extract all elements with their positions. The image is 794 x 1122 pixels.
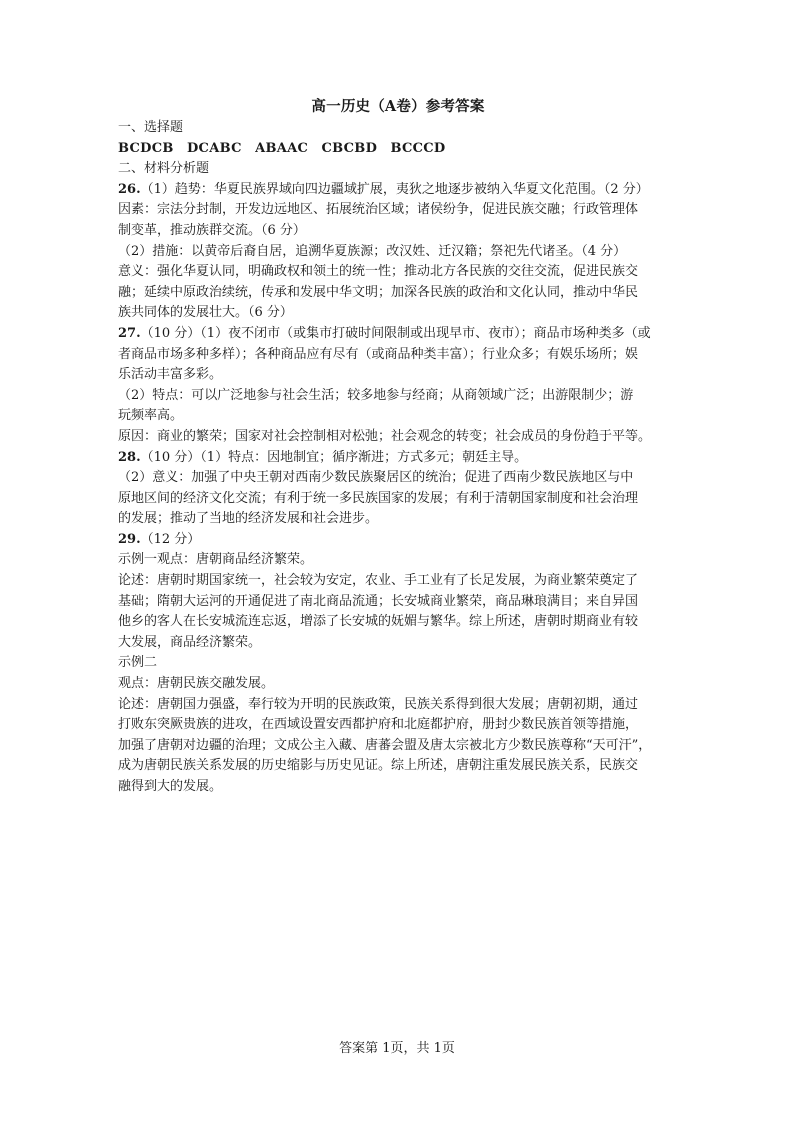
q29-example2-arg-line3: 加强了唐朝对边疆的治理；文成公主入藏、唐蕃会盟及唐太宗被北方少数民族尊称“天可汗”，	[118, 737, 652, 753]
answer-sheet	[118, 96, 678, 798]
q27-part2-line1: （2）特点：可以广泛地参与社会生活；较多地参与经商；从商领域广泛；出游限制少；游	[118, 387, 634, 403]
q29-example2-arg-line2: 打败东突厥贵族的进攻，在西域设置安西都护府和北庭都护府，册封少数民族首领等措施，	[118, 717, 639, 733]
q27-part1-text: （10 分）（1）夜不闭市（或集市打破时间限制或出现早市、夜市）；商品市场种类多（或	[140, 325, 651, 341]
q29-header	[118, 530, 678, 551]
q26-trend-text: （1）趋势：华夏民族界域向四边疆域扩展，夷狄之地逐步被纳入华夏文化范围。（2 分）	[140, 181, 649, 197]
q28-number: 28.	[118, 449, 141, 465]
q29-number: 29.	[118, 531, 141, 547]
q26-number: 26.	[118, 181, 141, 197]
q26-part1-trend	[118, 180, 678, 201]
q26-measures: （2）措施：以黄帝后裔自居，追溯华夏族源；改汉姓、迁汉籍；祭祀先代诸圣。（4 分）	[118, 243, 627, 259]
q29-example1-arg-line4: 大发展，商品经济繁荣。	[118, 634, 262, 650]
q27-number: 27.	[118, 325, 141, 341]
q29-example1-arg-line2: 基础；隋朝大运河的开通促进了南北商品流通；长安城商业繁荣，商品琳琅满目；来自异国	[118, 593, 639, 609]
q28-part2-line3: 的发展；推动了当地的经济发展和社会进步。	[118, 511, 379, 527]
q29-example1-arg-line1: 论述：唐朝时期国家统一，社会较为安定，农业、手工业有了长足发展，为商业繁荣奠定了	[118, 573, 639, 589]
q28-part1-text: （10 分）（1）特点：因地制宜；循序渐进；方式多元；朝廷主导。	[140, 449, 528, 465]
page-title: 高一历史（A卷）参考答案	[311, 98, 485, 115]
q27-reasons: 原因：商业的繁荣；国家对社会控制相对松弛；社会观念的转变；社会成员的身份趋于平等。	[118, 428, 652, 444]
q26-factors-line2: 制变革，推动族群交流。（6 分）	[118, 222, 306, 238]
choice-answers: BCDCB DCABC ABAAC CBCBD BCCCD	[118, 140, 446, 156]
q27-part1-line2: 者商品市场多种多样）；各种商品应有尽有（或商品种类丰富）；行业众多；有娱乐场所；娱	[118, 346, 639, 362]
q26-meaning-line1: 意义：强化华夏认同，明确政权和领土的统一性；推动北方各民族的交往交流，促进民族交	[118, 264, 639, 280]
q29-example2-arg-line5: 融得到大的发展。	[118, 779, 223, 794]
q26-factors-line1: 因素：宗法分封制，开发边远地区、拓展统治区域；诸侯纷争，促进民族交融；行政管理体	[118, 202, 639, 218]
q27-part1-line1	[118, 324, 678, 345]
q28-part1	[118, 448, 678, 469]
q29-example1-view: 示例一观点：唐朝商品经济繁荣。	[118, 552, 314, 568]
q29-example2-arg-line1: 论述：唐朝国力强盛，奉行较为开明的民族政策，民族关系得到很大发展；唐朝初期，通过	[118, 696, 639, 712]
q27-part2-line2: 玩频率高。	[118, 408, 184, 424]
q28-part2-line1: （2）意义：加强了中央王朝对西南少数民族聚居区的统治；促进了西南少数民族地区与中	[118, 470, 634, 486]
q27-part1-line3: 乐活动丰富多彩。	[118, 367, 223, 383]
q29-example1-arg-line3: 他乡的客人在长安城流连忘返，增添了长安城的妩媚与繁华。综上所述，唐朝时期商业有较	[118, 614, 639, 630]
q26-meaning-line3: 族共同体的发展壮大。（6 分）	[118, 305, 293, 321]
q29-example2-view: 观点：唐朝民族交融发展。	[118, 676, 275, 692]
q29-example2-arg-line4: 成为唐朝民族关系发展的历史缩影与历史见证。综上所述，唐朝注重发展民族关系，民族交	[118, 758, 639, 774]
page-footer: 答案第 1页，共 1页	[339, 1041, 455, 1056]
section-heading-choice: 一、选择题	[118, 120, 184, 135]
section-heading-material: 二、材料分析题	[118, 161, 210, 177]
q26-meaning-line2: 融；延续中原政治续统，传承和发展中华文明；加深各民族的政治和文化认同，推动中华民	[118, 284, 639, 300]
q29-example2-label: 示例二	[118, 655, 158, 671]
q29-score: （12 分）	[140, 531, 201, 547]
q28-part2-line2: 原地区间的经济文化交流；有利于统一多民族国家的发展；有利于清朝国家制度和社会治理	[118, 490, 639, 506]
